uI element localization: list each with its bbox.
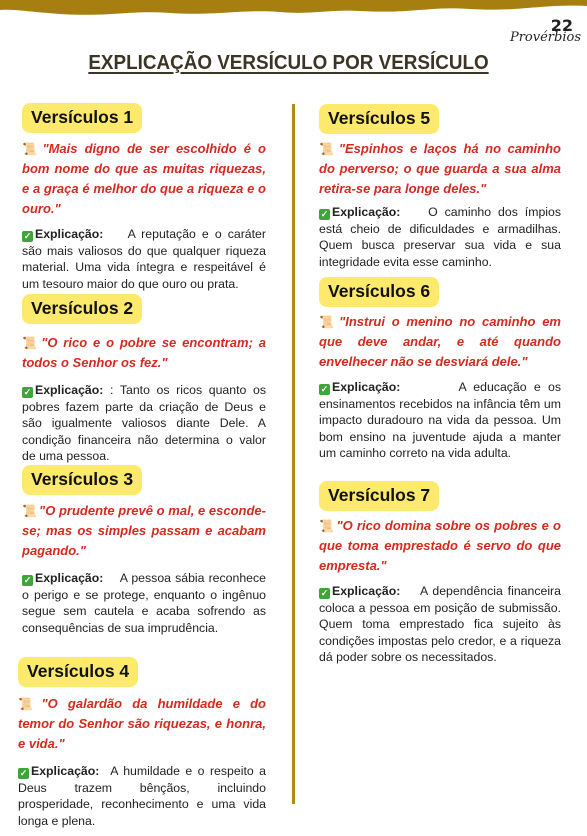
explanation-label: Explicação: [332, 380, 401, 394]
verse-explanation [18, 763, 266, 829]
verse-explanation [319, 583, 561, 666]
scroll-icon: 📜 [319, 142, 337, 156]
explanation-text: A educação e os ensinamentos recebidos na infância têm um impacto duradouro na vida da pessoa. Um bom ensino na juventude ajuda a manter um caminho correto na vida adulta. [319, 380, 561, 460]
check-icon: ✓ [23, 575, 32, 585]
explanation-label: Explicação: [35, 383, 104, 397]
book-logo [509, 16, 581, 46]
verse-section-2 [22, 294, 266, 465]
explanation-text: A pessoa sábia reconhece o perigo e se protege, enquanto o ingênuo segue sem cautela e acaba sofrendo as consequências de sua imprudência. [22, 571, 267, 635]
verse-section-1 [22, 103, 266, 292]
verse-quote [22, 501, 266, 561]
verse-quote-text: "Instrui o menino no caminho em que deve andar, e até quando envelhecer não se desviará dele." [319, 314, 561, 369]
verse-explanation [22, 226, 266, 292]
verse-section-6 [319, 277, 561, 462]
scroll-icon: 📜 [22, 336, 40, 350]
scroll-icon: 📜 [18, 697, 40, 711]
scroll-icon: 📜 [22, 142, 41, 156]
explanation-text: A humildade e o respeito a Deus trazem bênçãos, incluindo prosperidade, reconhecimento e uma vida longa e plena. [18, 764, 266, 828]
explanation-text: A dependência financeira coloca a pessoa em posição de submissão. Quem toma emprestado fica sujeito às condições impostas pelo credor, e a riqueza dá poder sobre os necessitados. [319, 584, 561, 664]
page-title: EXPLICAÇÃO VERSÍCULO POR VERSÍCULO [88, 51, 489, 74]
verse-badge: Versículos 7 [319, 481, 439, 511]
verse-badge: Versículos 6 [319, 277, 439, 307]
logo-word: Provérbios [509, 30, 581, 45]
verse-explanation [319, 379, 561, 462]
verse-explanation [319, 204, 561, 270]
verse-section-5 [319, 104, 561, 270]
verse-quote [319, 139, 561, 199]
verse-badge: Versículos 4 [18, 657, 138, 687]
verse-quote-text: "O galardão da humildade e do temor do Senhor são riquezas, e honra, e vida." [18, 696, 266, 751]
logo-number: 22 [550, 16, 573, 35]
verse-badge: Versículos 3 [22, 465, 142, 495]
verse-section-3 [22, 465, 266, 636]
verse-quote [18, 694, 266, 754]
verse-badge: Versículos 1 [22, 103, 142, 133]
column-divider [292, 104, 295, 804]
explanation-label: Explicação: [35, 571, 104, 585]
scroll-icon: 📜 [22, 504, 38, 518]
explanation-label: Explicação: [332, 584, 401, 598]
check-icon: ✓ [23, 387, 32, 397]
verse-section-7 [319, 481, 561, 666]
verse-quote-text: "O rico e o pobre se encontram; a todos o Senhor os fez." [22, 335, 266, 370]
explanation-text: A reputação e o caráter são mais valiosos do que qualquer riqueza material. Uma vida íntegra e respeitável é um tesouro maior do que ouro ou prata. [22, 227, 266, 291]
verse-quote-text: "Espinhos e laços há no caminho do perverso; o que guarda a sua alma retira-se para longe deles." [319, 141, 561, 196]
explanation-label: Explicação: [31, 764, 100, 778]
verse-quote [319, 516, 561, 576]
verse-quote [22, 139, 266, 219]
check-icon: ✓ [23, 231, 32, 241]
verse-explanation [22, 570, 266, 636]
verse-quote-text: "Mais digno de ser escolhido é o bom nome do que as muitas riquezas, e a graça é melhor do que a riqueza e o ouro." [22, 141, 266, 216]
verse-quote-text: "O prudente prevê o mal, e esconde-se; mas os simples passam e acabam pagando." [22, 503, 266, 558]
explanation-text: : Tanto os ricos quanto os pobres fazem parte da criação de Deus e são igualmente valiosos diante Dele. A condição financeira não determina o valor de uma pessoa. [22, 383, 266, 463]
verse-explanation [22, 382, 266, 465]
top-decorative-brushstroke [0, 0, 587, 22]
verse-quote-text: "O rico domina sobre os pobres e o que toma emprestado é servo do que empresta." [319, 518, 561, 573]
verse-quote [319, 312, 561, 372]
explanation-label: Explicação: [35, 227, 104, 241]
verse-badge: Versículos 5 [319, 104, 439, 134]
scroll-icon: 📜 [319, 315, 338, 329]
check-icon: ✓ [320, 384, 329, 394]
check-icon: ✓ [19, 768, 28, 778]
verse-quote [22, 333, 266, 373]
scroll-icon: 📜 [319, 519, 335, 533]
explanation-label: Explicação: [332, 205, 401, 219]
verse-section-4 [18, 657, 266, 829]
check-icon: ✓ [320, 588, 329, 598]
verse-badge: Versículos 2 [22, 294, 142, 324]
check-icon: ✓ [320, 209, 329, 219]
explanation-text: O caminho dos ímpios está cheio de dificuldades e armadilhas. Quem busca preservar sua vida e sua integridade evita esse caminho. [319, 205, 562, 269]
